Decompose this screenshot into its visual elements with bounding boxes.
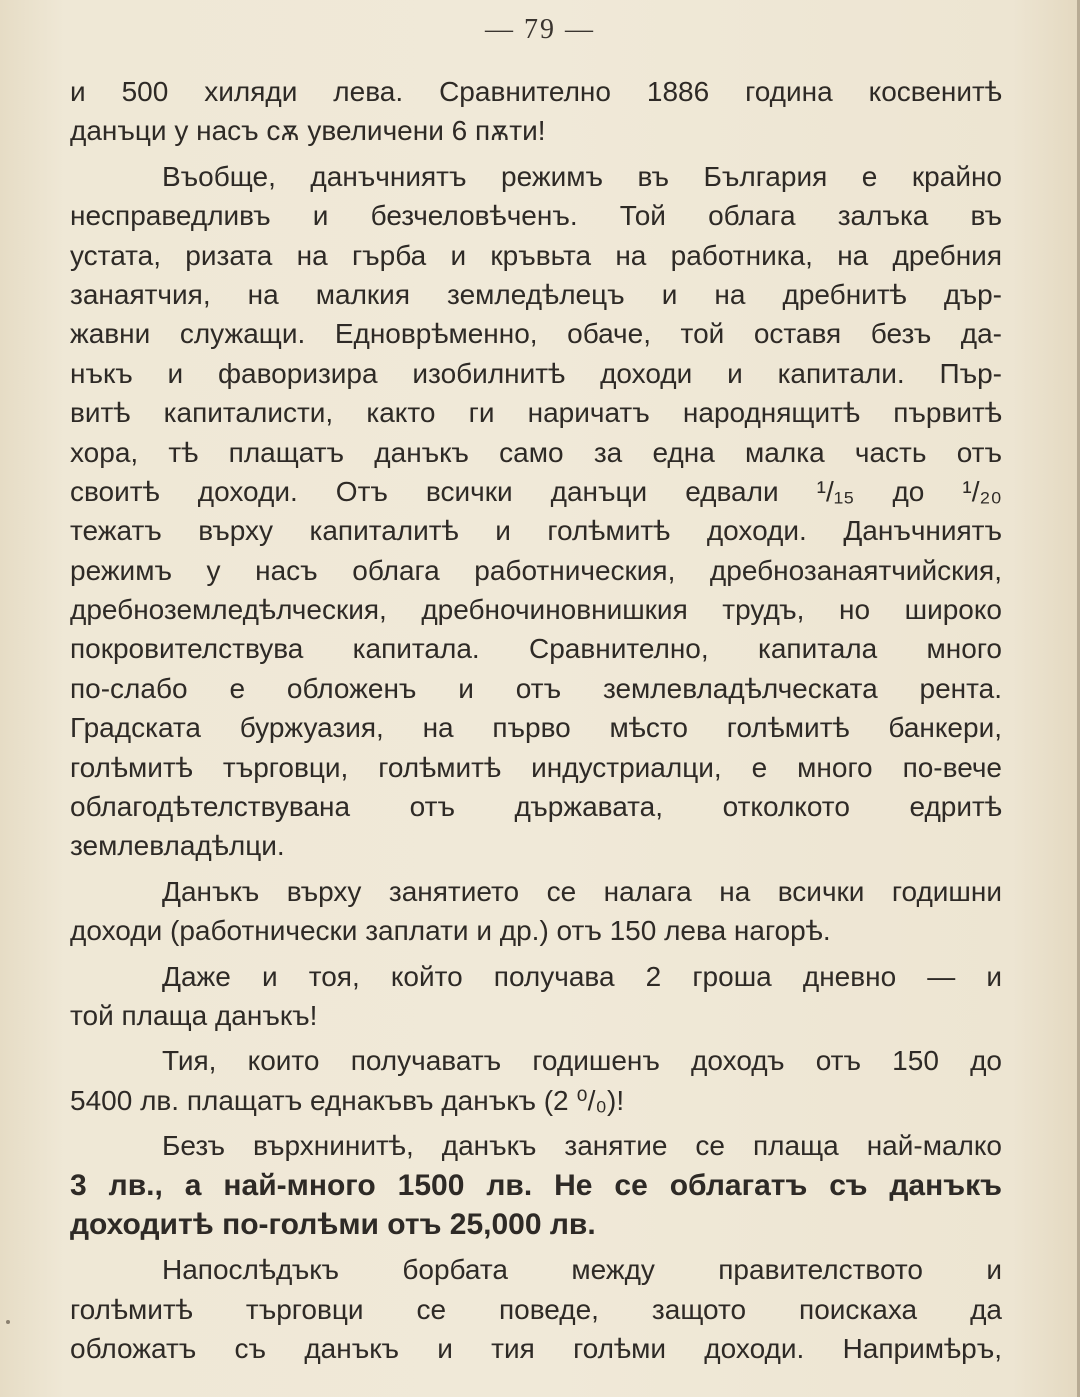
paragraph-3 — [70, 872, 1002, 951]
paragraph-4 — [70, 957, 1002, 1036]
text-line: землевладѣлци. — [70, 830, 285, 862]
text-line: хора, тѣ плащатъ данъкъ само за една малка часть отъ — [70, 436, 1002, 468]
text-line: голѣмитѣ търговци, голѣмитѣ индустриалци, е много по-вече — [70, 751, 1002, 783]
text-line: той плаща данъкъ! — [70, 999, 318, 1031]
paragraph-5 — [70, 1041, 1002, 1120]
text-line: 3 лв., а най-много 1500 лв. Не се облагатъ съ данъкъ — [70, 1168, 1002, 1202]
text-line: Въобще, данъчниятъ режимъ въ България е крайно — [162, 160, 1002, 192]
text-line: покровителствува капитала. Сравнително, капитала много — [70, 633, 1002, 665]
text-line: занаятчия, на малкия земледѣлецъ и на дребнитѣ дър- — [70, 278, 1002, 310]
text-line: по-слабо е обложенъ и отъ землевладѣлческата рента. — [70, 672, 1002, 704]
text-line: дребноземледѣлческия, дребночиновнишкия трудъ, но широко — [70, 594, 1002, 626]
page-number: — 79 — — [485, 14, 595, 45]
text-line: жавни служащи. Едноврѣменно, обаче, той оставя безъ да- — [70, 318, 1002, 350]
text-line: 5400 лв. плащатъ еднакъвъ данъкъ (2 ⁰/₀)! — [70, 1084, 625, 1116]
text-line: нъкъ и фаворизира изобилнитѣ доходи и капитали. Пър- — [70, 357, 1002, 389]
text-line: устата, ризата на гърба и кръвьта на работника, на дребния — [70, 239, 1002, 271]
text-line: несправедливъ и безчеловѣченъ. Той облага залъка въ — [70, 200, 1002, 232]
text-line: доходитѣ по-голѣми отъ 25,000 лв. — [70, 1207, 596, 1241]
text-line: облагодѣтелствувана отъ държавата, отколкото едритѣ — [70, 791, 1002, 823]
text-line: Градската буржуазия, на първо мѣсто голѣмитѣ банкери, — [70, 712, 1002, 744]
paragraph-2 — [70, 157, 1002, 866]
text-line: своитѣ доходи. Отъ всички данъци едвали ¹/₁₅ до ¹/₂₀ — [70, 475, 1002, 507]
text-line: Тия, които получаватъ годишенъ доходъ отъ 150 до — [162, 1045, 1002, 1077]
body-text — [70, 72, 1002, 1375]
text-line: Напослѣдъкъ борбата между правителството и — [162, 1254, 1002, 1286]
paragraph-6 — [70, 1126, 1002, 1244]
text-line: Данъкъ върху занятието се налага на всички годишни — [162, 875, 1002, 907]
text-line: режимъ у насъ облага работническия, дребнозанаятчийския, — [70, 554, 1002, 586]
margin-dot — [6, 1320, 10, 1324]
text-line: Безъ върхнинитѣ, данъкъ занятие се плаща най-малко — [162, 1130, 1002, 1162]
text-line: обложатъ съ данъкъ и тия голѣми доходи. Напримѣръ, — [70, 1333, 1002, 1365]
text-line: витѣ капиталисти, както ги наричатъ народнящитѣ първитѣ — [70, 397, 1002, 429]
text-line: данъци у насъ сѫ увеличени 6 пѫти! — [70, 115, 546, 147]
text-line: голѣмитѣ търговци се поведе, защото поискаха да — [70, 1293, 1002, 1325]
paragraph-1 — [70, 72, 1002, 151]
text-line: тежатъ върху капиталитѣ и голѣмитѣ доходи. Данъчниятъ — [70, 515, 1002, 547]
text-line: доходи (работнически заплати и др.) отъ 150 лева нагорѣ. — [70, 915, 831, 947]
text-line: Даже и тоя, който получава 2 гроша дневно — и — [162, 960, 1002, 992]
paragraph-7 — [70, 1250, 1002, 1368]
text-line: и 500 хиляди лева. Сравнително 1886 година косвенитѣ — [70, 76, 1002, 107]
